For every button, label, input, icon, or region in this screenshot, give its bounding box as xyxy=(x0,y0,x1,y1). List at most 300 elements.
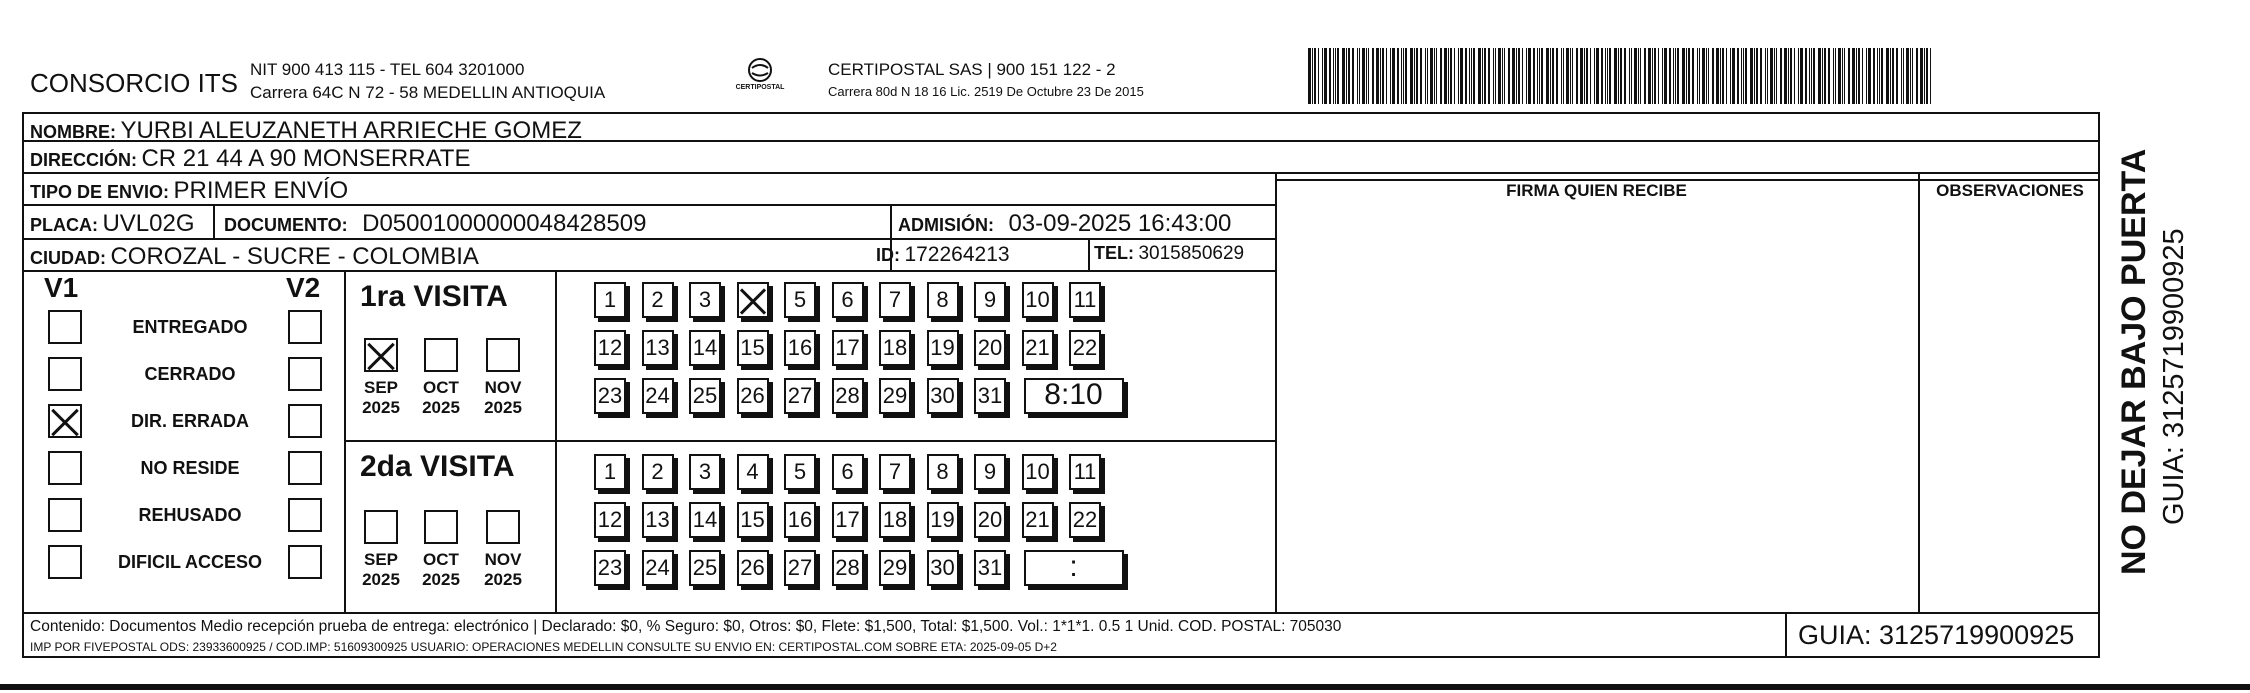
barcode-bar xyxy=(1563,48,1564,104)
visit2-day-cell[interactable]: 18 xyxy=(879,502,911,538)
tel-field xyxy=(1094,243,1244,265)
barcode-bar xyxy=(1776,48,1777,104)
barcode-bar xyxy=(1390,48,1391,104)
barcode-bar xyxy=(1382,48,1384,104)
barcode-bar xyxy=(1444,48,1447,104)
v1-checkbox[interactable] xyxy=(48,498,82,532)
barcode-bar xyxy=(1702,48,1705,104)
nombre-value: YURBI ALEUZANETH ARRIECHE GOMEZ xyxy=(120,117,582,144)
barcode-bar xyxy=(1658,48,1659,104)
visit2-month-checkbox[interactable] xyxy=(486,510,520,544)
barcode-bar xyxy=(1930,48,1931,104)
v1-label: V1 xyxy=(44,272,79,303)
barcode-bar xyxy=(1312,48,1313,104)
status-label: DIR. ERRADA xyxy=(130,411,249,431)
barcode-bar xyxy=(1425,48,1426,104)
visit2-month-checkbox[interactable] xyxy=(424,510,458,544)
barcode-bar xyxy=(1737,48,1739,104)
visit2-month-checkbox[interactable] xyxy=(364,510,398,544)
visit1-month-year: 2025 xyxy=(422,398,460,417)
barcode-bar xyxy=(1504,48,1505,104)
placa-field xyxy=(30,210,195,238)
visit2-day-cell[interactable]: 16 xyxy=(784,502,816,538)
barcode-bar xyxy=(1508,48,1510,104)
visit1-day-cell[interactable] xyxy=(737,282,769,318)
barcode-bar xyxy=(1699,48,1700,104)
barcode-bar xyxy=(1314,48,1316,104)
barcode-bar xyxy=(1427,48,1428,104)
barcode-bar xyxy=(1436,48,1437,104)
barcode-bar xyxy=(1631,48,1632,104)
barcode-bar xyxy=(1607,48,1608,104)
visit1-month-checkbox[interactable] xyxy=(486,338,520,372)
visit1-day-cell[interactable]: 27 xyxy=(784,378,816,414)
visit1-day-cell[interactable]: 11 xyxy=(1069,282,1101,318)
barcode-bar xyxy=(1901,48,1902,104)
visit2-day-cell[interactable]: 25 xyxy=(689,550,721,586)
visit1-day-cell[interactable]: 30 xyxy=(927,378,959,414)
barcode-bar xyxy=(1862,48,1863,104)
visit1-title: 1ra VISITA xyxy=(360,280,508,313)
visit1-day-cell[interactable]: 8 xyxy=(927,282,959,318)
barcode-bar xyxy=(1868,48,1871,104)
visit2-day-cell[interactable]: 27 xyxy=(784,550,816,586)
visit1-day-cell[interactable]: 23 xyxy=(594,378,626,414)
barcode-bar xyxy=(1484,48,1486,104)
barcode-bar xyxy=(1590,48,1591,104)
barcode-bar xyxy=(1677,48,1679,104)
barcode-bar xyxy=(1366,48,1367,104)
barcode-bar xyxy=(1848,48,1850,104)
barcode-bar xyxy=(1774,48,1775,104)
visit2-day-cell[interactable]: 17 xyxy=(832,502,864,538)
v1-checkbox[interactable] xyxy=(48,545,82,579)
barcode-bar xyxy=(1380,48,1381,104)
barcode-bar xyxy=(1576,48,1578,104)
barcode-bar xyxy=(1609,48,1611,104)
barcode-bar xyxy=(1920,48,1923,104)
visit1-day-cell[interactable]: 7 xyxy=(879,282,911,318)
visit1-day-cell[interactable]: 13 xyxy=(642,330,674,366)
barcode-bar xyxy=(1784,48,1787,104)
certipostal-logo xyxy=(730,56,790,96)
side-warning: NO DEJAR BAJO PUERTA xyxy=(2115,148,2153,575)
barcode-bar xyxy=(1842,48,1843,104)
barcode-bar xyxy=(1835,48,1836,104)
barcode-bar xyxy=(1473,48,1475,104)
visit1-month-label: SEP xyxy=(363,378,399,397)
company-name: CONSORCIO ITS xyxy=(30,68,239,98)
v1-checkbox[interactable] xyxy=(48,357,82,391)
barcode-bar xyxy=(1916,48,1918,104)
visit2-month-year: 2025 xyxy=(484,570,522,589)
v2-checkbox[interactable] xyxy=(288,357,322,391)
barcode-bar xyxy=(1828,48,1830,104)
barcode-bar xyxy=(1879,48,1880,104)
visit1-day-cell[interactable]: 17 xyxy=(832,330,864,366)
barcode-bar xyxy=(1618,48,1619,104)
barcode-bar xyxy=(1756,48,1758,104)
v2-checkbox[interactable] xyxy=(288,404,322,438)
visit1-month-label: NOV xyxy=(484,378,522,397)
barcode-bar xyxy=(1348,48,1350,104)
barcode-bar xyxy=(1818,48,1821,104)
barcode-bar xyxy=(1329,48,1331,104)
barcode-bar xyxy=(1754,48,1755,104)
visit1-day-cell[interactable]: 20 xyxy=(974,330,1006,366)
v1-checkbox[interactable] xyxy=(48,404,82,438)
barcode-bar xyxy=(1866,48,1867,104)
barcode-bar xyxy=(1352,48,1354,104)
visit2-day-cell[interactable]: 22 xyxy=(1069,502,1101,538)
tipo-envio-value: PRIMER ENVÍO xyxy=(173,177,349,204)
nombre-row xyxy=(30,117,582,145)
barcode-bar xyxy=(1342,48,1345,104)
barcode-bar xyxy=(1730,48,1731,104)
visit1-day-cell[interactable]: 5 xyxy=(784,282,816,318)
barcode-bar xyxy=(1675,48,1676,104)
barcode-bar xyxy=(1654,48,1656,104)
barcode-bar xyxy=(1518,48,1520,104)
barcode-bar xyxy=(1750,48,1753,104)
visit2-day-cell[interactable]: 21 xyxy=(1022,502,1054,538)
barcode-bar xyxy=(1498,48,1501,104)
barcode xyxy=(1308,48,1938,104)
visit2-day-cell[interactable]: 4 xyxy=(737,454,769,490)
visit1-day-cell[interactable]: 1 xyxy=(594,282,626,318)
visit1-day-cell[interactable]: 24 xyxy=(642,378,674,414)
visit1-day-cell[interactable]: 2 xyxy=(642,282,674,318)
barcode-bar xyxy=(1732,48,1735,104)
visit2-day-cell[interactable]: 9 xyxy=(974,454,1006,490)
barcode-bar xyxy=(1337,48,1339,104)
firma-label: FIRMA QUIEN RECIBE xyxy=(1506,181,1687,200)
barcode-bar xyxy=(1372,48,1374,104)
barcode-bar xyxy=(1638,48,1639,104)
barcode-bar xyxy=(1788,48,1789,104)
barcode-bar xyxy=(1770,48,1773,104)
barcode-bar xyxy=(1368,48,1369,104)
barcode-bar xyxy=(1877,48,1878,104)
barcode-bar xyxy=(1809,48,1810,104)
visit1-day-cell[interactable]: 15 xyxy=(737,330,769,366)
barcode-bar xyxy=(1430,48,1433,104)
barcode-bar xyxy=(1471,48,1472,104)
barcode-bar xyxy=(1376,48,1379,104)
barcode-bar xyxy=(1745,48,1747,104)
barcode-bar xyxy=(1386,48,1387,104)
visit1-day-cell[interactable]: 6 xyxy=(832,282,864,318)
barcode-bar xyxy=(1669,48,1671,104)
direccion-row xyxy=(30,145,470,173)
barcode-bar xyxy=(1546,48,1549,104)
barcode-bar xyxy=(1629,48,1630,104)
barcode-bar xyxy=(1539,48,1540,104)
v2-checkbox[interactable] xyxy=(288,498,322,532)
visit1-month-label: OCT xyxy=(423,378,459,397)
barcode-bar xyxy=(1673,48,1674,104)
status-label: DIFICIL ACCESO xyxy=(117,552,262,572)
barcode-bar xyxy=(1405,48,1407,104)
visit2-day-cell[interactable]: 15 xyxy=(737,502,769,538)
tipo-envio-label: TIPO DE ENVIO: xyxy=(30,182,170,202)
barcode-bar xyxy=(1308,48,1311,104)
direccion-label: DIRECCIÓN: xyxy=(30,150,137,170)
barcode-bar xyxy=(1614,48,1617,104)
barcode-bar xyxy=(1541,48,1543,104)
visit2-day-cell[interactable]: 30 xyxy=(927,550,959,586)
barcode-bar xyxy=(1652,48,1653,104)
barcode-bar xyxy=(1458,48,1459,104)
barcode-bar xyxy=(1572,48,1573,104)
barcode-bar xyxy=(1910,48,1911,104)
barcode-bar xyxy=(1516,48,1517,104)
visit1-day-cell[interactable]: 22 xyxy=(1069,330,1101,366)
barcode-bar xyxy=(1664,48,1667,104)
barcode-bar xyxy=(1416,48,1418,104)
visit2-month-label: NOV xyxy=(484,550,522,569)
id-label: ID: xyxy=(876,245,900,265)
barcode-bar xyxy=(1926,48,1928,104)
visit1-day-cell[interactable]: 16 xyxy=(784,330,816,366)
barcode-bar xyxy=(1550,48,1551,104)
barcode-bar xyxy=(1478,48,1481,104)
barcode-bar xyxy=(1410,48,1413,104)
barcode-bar xyxy=(1798,48,1799,104)
barcode-bar xyxy=(1844,48,1845,104)
barcode-bar xyxy=(1686,48,1687,104)
barcode-bar xyxy=(1741,48,1742,104)
barcode-bar xyxy=(1401,48,1402,104)
barcode-bar xyxy=(1596,48,1599,104)
visit2-day-cell[interactable]: 24 xyxy=(642,550,674,586)
barcode-bar xyxy=(1488,48,1490,104)
company-line-1: NIT 900 413 115 - TEL 604 3201000 xyxy=(250,60,525,79)
visit2-day-cell[interactable]: 26 xyxy=(737,550,769,586)
barcode-bar xyxy=(1482,48,1483,104)
barcode-bar xyxy=(1692,48,1694,104)
v1-checkbox[interactable] xyxy=(48,310,82,344)
footer-guia: GUIA: 3125719900925 xyxy=(1798,620,2075,650)
visit2-month-label: SEP xyxy=(363,550,399,569)
direccion-value: CR 21 44 A 90 MONSERRATE xyxy=(141,145,471,172)
visit2-day-cell[interactable]: 10 xyxy=(1022,454,1054,490)
side-guia: GUIA: 3125719900925 xyxy=(2158,228,2190,525)
barcode-bar xyxy=(1743,48,1744,104)
status-label: NO RESIDE xyxy=(140,458,240,478)
ciudad-label: CIUDAD: xyxy=(30,248,106,268)
barcode-bar xyxy=(1767,48,1768,104)
id-field xyxy=(876,243,1010,267)
v2-checkbox[interactable] xyxy=(288,545,322,579)
visit1-day-cell[interactable]: 12 xyxy=(594,330,626,366)
barcode-bar xyxy=(1924,48,1925,104)
barcode-bar xyxy=(1397,48,1399,104)
visit2-day-cell[interactable]: 14 xyxy=(689,502,721,538)
barcode-bar xyxy=(1403,48,1404,104)
visit2-month-year: 2025 xyxy=(362,570,400,589)
visit1-month-checkbox[interactable] xyxy=(424,338,458,372)
visit1-day-cell[interactable]: 28 xyxy=(832,378,864,414)
visit1-day-cell[interactable]: 19 xyxy=(927,330,959,366)
barcode-bar xyxy=(1822,48,1823,104)
barcode-bar xyxy=(1634,48,1637,104)
barcode-bar xyxy=(1794,48,1795,104)
v1-checkbox[interactable] xyxy=(48,451,82,485)
imp-text: IMP POR FIVEPOSTAL ODS: 23933600925 / COD.IMP: 51609300925 USUARIO: OPERACIONES MEDELLIN CONSULTE SU ENVIO EN: CERTIPOSTAL.COM SOBRE ETA: 2025-09-05 D+2 xyxy=(30,640,1057,654)
nombre-label: NOMBRE: xyxy=(30,122,116,142)
visit1-day-cell[interactable]: 18 xyxy=(879,330,911,366)
documento-field xyxy=(224,210,646,238)
visit2-day-cell[interactable]: 8 xyxy=(927,454,959,490)
status-label: REHUSADO xyxy=(138,505,242,525)
barcode-bar xyxy=(1502,48,1503,104)
barcode-bar xyxy=(1833,48,1834,104)
barcode-bar xyxy=(1566,48,1569,104)
barcode-bar xyxy=(1780,48,1782,104)
barcode-bar xyxy=(1640,48,1641,104)
barcode-bar xyxy=(1805,48,1807,104)
barcode-bar xyxy=(1644,48,1646,104)
barcode-bar xyxy=(1856,48,1857,104)
visit1-day-cell[interactable]: 25 xyxy=(689,378,721,414)
v2-checkbox[interactable] xyxy=(288,451,322,485)
visit2-day-cell[interactable]: 23 xyxy=(594,550,626,586)
courier-line-1: CERTIPOSTAL SAS | 900 151 122 - 2 xyxy=(828,60,1116,79)
visit2-day-cell[interactable]: 13 xyxy=(642,502,674,538)
visit2-day-cell[interactable]: 28 xyxy=(832,550,864,586)
tel-label: TEL: xyxy=(1094,243,1134,263)
barcode-bar xyxy=(1570,48,1571,104)
barcode-bar xyxy=(1359,48,1360,104)
barcode-bar xyxy=(1556,48,1558,104)
barcode-bar xyxy=(1624,48,1626,104)
barcode-bar xyxy=(1580,48,1583,104)
visit1-day-cell[interactable]: 31 xyxy=(974,378,1006,414)
barcode-bar xyxy=(1648,48,1651,104)
barcode-bar xyxy=(1414,48,1415,104)
id-value: 172264213 xyxy=(904,243,1010,266)
documento-value: D05001000000048428509 xyxy=(362,210,647,237)
barcode-bar xyxy=(1318,48,1319,104)
barcode-bar xyxy=(1346,48,1347,104)
visit1-day-cell[interactable]: 9 xyxy=(974,282,1006,318)
barcode-bar xyxy=(1720,48,1721,104)
barcode-bar xyxy=(1813,48,1815,104)
admision-label: ADMISIÓN: xyxy=(898,215,994,235)
visit2-day-cell[interactable]: 20 xyxy=(974,502,1006,538)
barcode-bar xyxy=(1594,48,1595,104)
visit2-day-cell[interactable]: 1 xyxy=(594,454,626,490)
certipostal-logo-text: CERTIPOSTAL xyxy=(735,84,785,91)
barcode-bar xyxy=(1324,48,1327,104)
v2-checkbox[interactable] xyxy=(288,310,322,344)
barcode-bar xyxy=(1522,48,1523,104)
admision-field xyxy=(898,210,1231,238)
visit2-day-cell[interactable]: 11 xyxy=(1069,454,1101,490)
barcode-bar xyxy=(1892,48,1894,104)
barcode-bar xyxy=(1335,48,1336,104)
barcode-bar xyxy=(1601,48,1603,104)
tipo-envio-row xyxy=(30,177,348,205)
visit1-day-cell[interactable]: 3 xyxy=(689,282,721,318)
barcode-bar xyxy=(1528,48,1531,104)
barcode-bar xyxy=(1584,48,1585,104)
barcode-bar xyxy=(1662,48,1663,104)
visit1-day-cell[interactable]: 21 xyxy=(1022,330,1054,366)
visit1-day-cell[interactable]: 29 xyxy=(879,378,911,414)
barcode-bar xyxy=(1362,48,1365,104)
barcode-bar xyxy=(1697,48,1698,104)
visit2-day-cell[interactable]: 19 xyxy=(927,502,959,538)
visit2-day-cell[interactable]: 5 xyxy=(784,454,816,490)
barcode-bar xyxy=(1605,48,1606,104)
visit2-day-cell[interactable]: 12 xyxy=(594,502,626,538)
barcode-bar xyxy=(1688,48,1690,104)
barcode-bar xyxy=(1450,48,1452,104)
visit2-day-cell[interactable]: 7 xyxy=(879,454,911,490)
barcode-bar xyxy=(1800,48,1803,104)
barcode-bar xyxy=(1890,48,1891,104)
barcode-bar xyxy=(1526,48,1527,104)
courier-line-2: Carrera 80d N 18 16 Lic. 2519 De Octubre 23 De 2015 xyxy=(828,84,1144,99)
barcode-bar xyxy=(1726,48,1727,104)
barcode-bar xyxy=(1811,48,1812,104)
barcode-bar xyxy=(1760,48,1762,104)
barcode-bar xyxy=(1912,48,1913,104)
barcode-bar xyxy=(1620,48,1622,104)
visit1-day-cell[interactable]: 26 xyxy=(737,378,769,414)
visit2-day-cell[interactable]: 6 xyxy=(832,454,864,490)
barcode-bar xyxy=(1448,48,1449,104)
barcode-bar xyxy=(1392,48,1395,104)
status-label: CERRADO xyxy=(144,364,236,384)
visit2-day-cell[interactable]: 2 xyxy=(642,454,674,490)
visit2-month-label: OCT xyxy=(423,550,459,569)
visit2-day-cell[interactable]: 3 xyxy=(689,454,721,490)
visit2-month-year: 2025 xyxy=(422,570,460,589)
visit1-day-cell[interactable]: 14 xyxy=(689,330,721,366)
bottom-edge xyxy=(0,684,2250,690)
barcode-bar xyxy=(1586,48,1588,104)
barcode-bar xyxy=(1512,48,1515,104)
visit1-month-checkbox[interactable] xyxy=(364,338,398,372)
placa-label: PLACA: xyxy=(30,215,98,235)
barcode-bar xyxy=(1460,48,1463,104)
barcode-bar xyxy=(1852,48,1855,104)
barcode-bar xyxy=(1873,48,1875,104)
visit2-day-cell[interactable]: 31 xyxy=(974,550,1006,586)
visit1-time-box[interactable]: 8:10 xyxy=(1024,378,1124,414)
ciudad-value: COROZAL - SUCRE - COLOMBIA xyxy=(110,243,479,270)
barcode-bar xyxy=(1495,48,1496,104)
visit1-month-year: 2025 xyxy=(362,398,400,417)
contenido-text: Contenido: Documentos Medio recepción prueba de entrega: electrónico | Declarado: $0, % Seguro: $0, Otros: $0, Flete: $1,500, Total: $1,500. Vol.: 1*1*1. 0.5 1 Unid. COD. POSTAL: 705030 xyxy=(30,618,1342,635)
observaciones-label: OBSERVACIONES xyxy=(1936,181,2084,200)
barcode-bar xyxy=(1465,48,1467,104)
barcode-bar xyxy=(1561,48,1562,104)
barcode-bar xyxy=(1858,48,1860,104)
visit1-day-cell[interactable]: 10 xyxy=(1022,282,1054,318)
barcode-bar xyxy=(1357,48,1358,104)
company-line-2: Carrera 64C N 72 - 58 MEDELLIN ANTIOQUIA xyxy=(250,83,606,102)
barcode-bar xyxy=(1333,48,1334,104)
barcode-bar xyxy=(1896,48,1898,104)
barcode-bar xyxy=(1722,48,1724,104)
visit2-day-cell[interactable]: 29 xyxy=(879,550,911,586)
visit2-time-box[interactable]: : xyxy=(1024,550,1124,586)
barcode-bar xyxy=(1886,48,1889,104)
